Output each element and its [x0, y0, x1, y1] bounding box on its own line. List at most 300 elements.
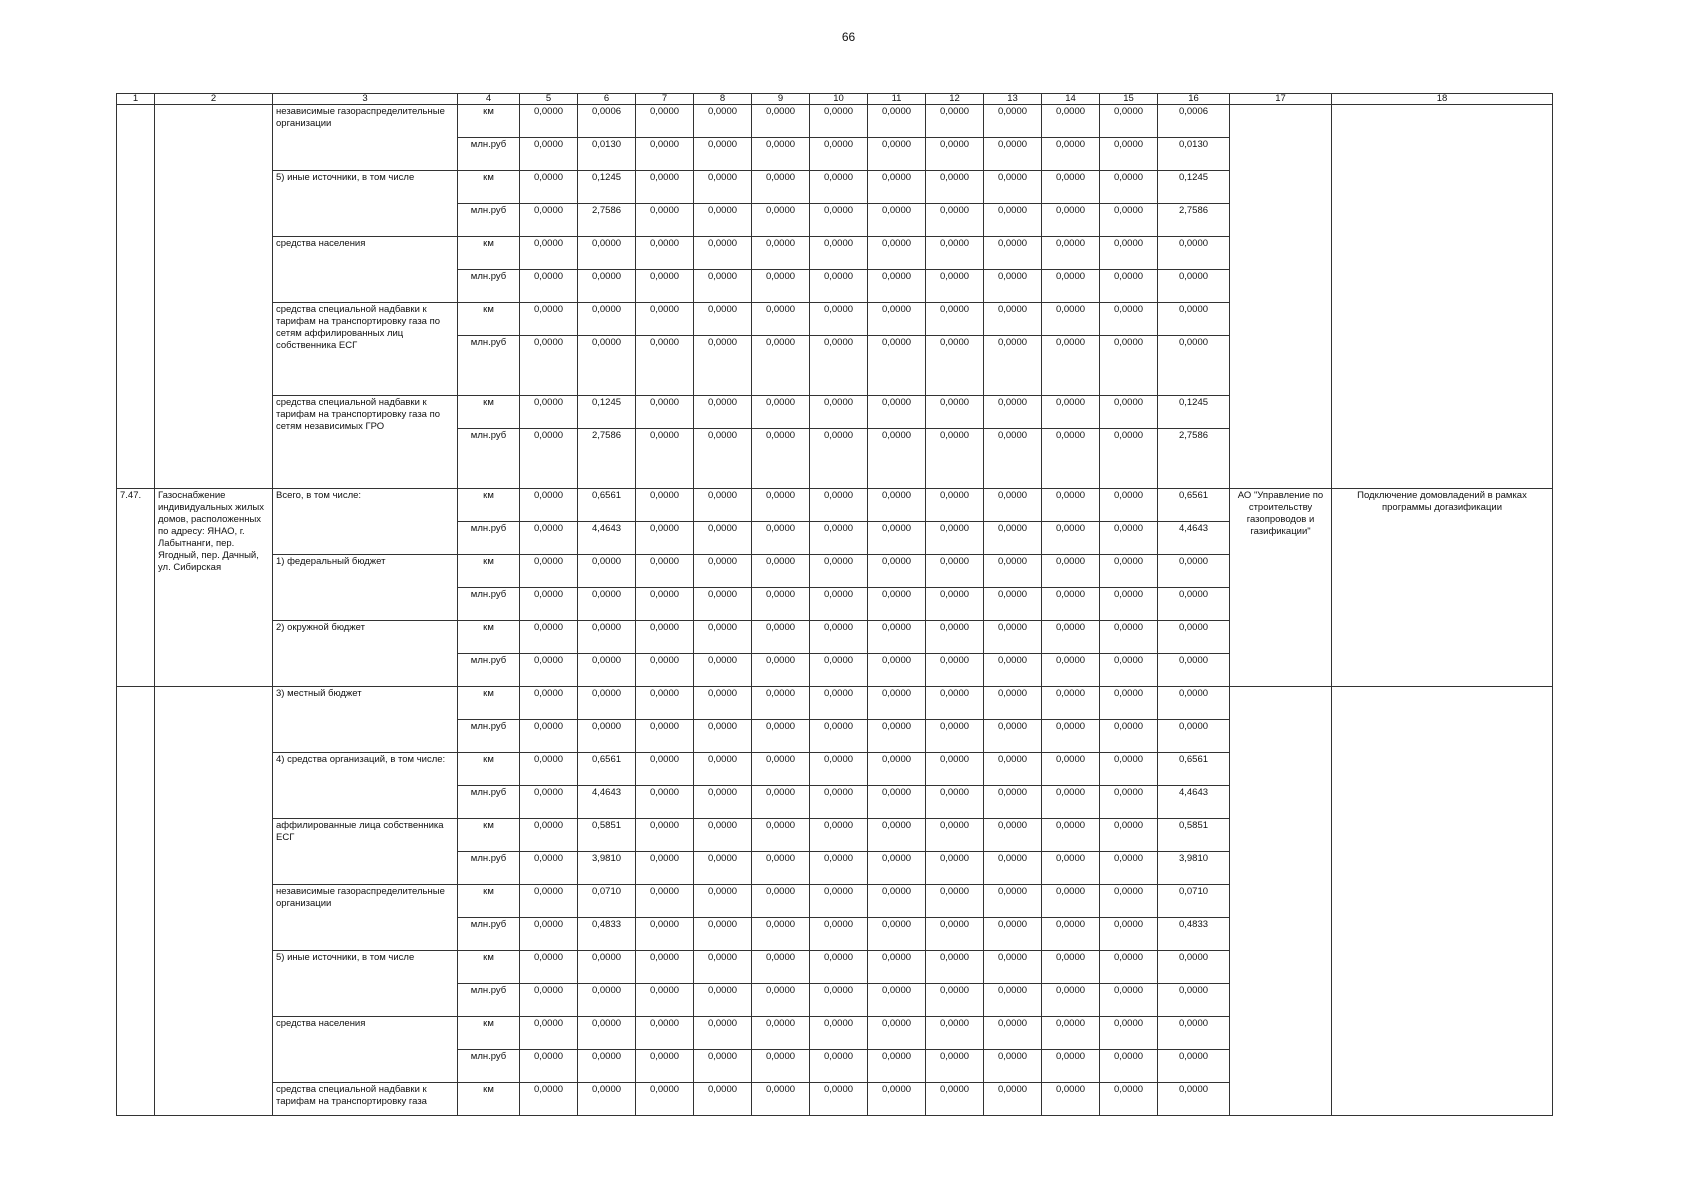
value-cell: 0,0000	[694, 753, 752, 786]
value-cell: 3,9810	[1158, 852, 1230, 885]
unit-cell: млн.руб	[458, 852, 520, 885]
unit-cell: млн.руб	[458, 1050, 520, 1083]
value-cell: 0,1245	[1158, 171, 1230, 204]
value-cell: 0,0000	[984, 1017, 1042, 1050]
value-cell: 0,0000	[810, 336, 868, 396]
value-cell: 0,0000	[636, 522, 694, 555]
description-cell: средства населения	[273, 237, 458, 303]
value-cell: 0,0000	[810, 396, 868, 429]
value-cell: 0,0000	[1042, 489, 1100, 522]
value-cell: 0,0000	[1100, 522, 1158, 555]
value-cell: 0,0000	[926, 396, 984, 429]
value-cell: 0,0000	[752, 753, 810, 786]
value-cell: 0,0000	[1100, 489, 1158, 522]
value-cell: 0,0000	[984, 885, 1042, 918]
value-cell: 0,0000	[868, 303, 926, 336]
value-cell: 0,0000	[810, 654, 868, 687]
value-cell: 0,0000	[984, 918, 1042, 951]
table-row	[117, 105, 1553, 138]
value-cell: 0,0000	[926, 522, 984, 555]
value-cell: 0,0000	[868, 687, 926, 720]
value-cell: 0,0000	[868, 270, 926, 303]
unit-cell: км	[458, 105, 520, 138]
value-cell: 0,0710	[578, 885, 636, 918]
value-cell: 0,0000	[810, 753, 868, 786]
unit-cell: км	[458, 885, 520, 918]
value-cell: 0,0000	[520, 984, 578, 1017]
description-cell: независимые газораспределительные организации	[273, 885, 458, 951]
value-cell: 0,0000	[752, 720, 810, 753]
value-cell: 0,0000	[868, 984, 926, 1017]
value-cell: 0,0000	[810, 522, 868, 555]
value-cell: 0,0000	[752, 819, 810, 852]
value-cell: 0,0000	[520, 1017, 578, 1050]
description-cell: 5) иные источники, в том числе	[273, 951, 458, 1017]
unit-cell: км	[458, 237, 520, 270]
value-cell: 0,0000	[636, 429, 694, 489]
value-cell: 0,0000	[868, 918, 926, 951]
empty-cell-col1	[117, 105, 155, 489]
value-cell: 0,0000	[578, 984, 636, 1017]
value-cell: 0,0000	[1100, 819, 1158, 852]
value-cell: 0,0000	[1042, 951, 1100, 984]
value-cell: 0,0000	[636, 237, 694, 270]
value-cell: 0,4833	[1158, 918, 1230, 951]
value-cell: 0,0000	[694, 885, 752, 918]
executor-cell: АО "Управление по строительству газопроводов и газификации"	[1230, 489, 1332, 687]
value-cell: 0,0000	[868, 753, 926, 786]
value-cell: 0,0000	[868, 396, 926, 429]
value-cell: 0,0000	[810, 984, 868, 1017]
value-cell: 0,0000	[1042, 753, 1100, 786]
value-cell: 0,0000	[1100, 885, 1158, 918]
value-cell: 0,0000	[636, 852, 694, 885]
value-cell: 0,0000	[752, 786, 810, 819]
value-cell: 0,0000	[636, 819, 694, 852]
value-cell: 0,0000	[1158, 303, 1230, 336]
value-cell: 0,0006	[1158, 105, 1230, 138]
value-cell: 0,0000	[578, 588, 636, 621]
value-cell: 0,0000	[578, 621, 636, 654]
value-cell: 0,0000	[984, 522, 1042, 555]
value-cell: 0,0000	[1100, 138, 1158, 171]
value-cell: 0,0000	[984, 171, 1042, 204]
value-cell: 0,0000	[636, 687, 694, 720]
value-cell: 0,0000	[752, 1017, 810, 1050]
value-cell: 0,0000	[1042, 237, 1100, 270]
value-cell: 4,4643	[1158, 522, 1230, 555]
value-cell: 0,6561	[1158, 489, 1230, 522]
header-cell: 17	[1230, 94, 1332, 105]
value-cell: 0,0000	[1158, 654, 1230, 687]
unit-cell: км	[458, 489, 520, 522]
value-cell: 0,0000	[1042, 984, 1100, 1017]
value-cell: 0,0000	[1158, 621, 1230, 654]
empty-cell-col1	[117, 687, 155, 1116]
empty-cell-col18	[1332, 105, 1553, 489]
unit-cell: млн.руб	[458, 138, 520, 171]
description-cell: средства специальной надбавки к тарифам на транспортировку газа по сетям аффилированных лиц собственника ЕСГ	[273, 303, 458, 396]
value-cell: 0,0000	[520, 786, 578, 819]
value-cell: 0,0000	[1100, 270, 1158, 303]
value-cell: 0,0000	[926, 951, 984, 984]
value-cell: 0,1245	[578, 171, 636, 204]
unit-cell: млн.руб	[458, 522, 520, 555]
value-cell: 0,0000	[984, 396, 1042, 429]
unit-cell: км	[458, 621, 520, 654]
empty-cell-col18	[1332, 687, 1553, 1116]
value-cell: 0,0000	[636, 984, 694, 1017]
unit-cell: млн.руб	[458, 429, 520, 489]
value-cell: 0,0000	[578, 687, 636, 720]
value-cell: 0,0000	[1158, 720, 1230, 753]
value-cell: 0,0000	[926, 138, 984, 171]
value-cell: 0,0000	[752, 918, 810, 951]
description-cell: 5) иные источники, в том числе	[273, 171, 458, 237]
value-cell: 0,0000	[694, 522, 752, 555]
value-cell: 0,0000	[926, 984, 984, 1017]
value-cell: 0,0000	[1100, 171, 1158, 204]
value-cell: 0,0000	[1100, 951, 1158, 984]
value-cell: 0,0000	[636, 786, 694, 819]
value-cell: 0,0000	[984, 720, 1042, 753]
table-row	[117, 489, 1553, 522]
value-cell: 0,0000	[694, 786, 752, 819]
value-cell: 0,6561	[1158, 753, 1230, 786]
header-cell: 10	[810, 94, 868, 105]
value-cell: 0,0000	[868, 138, 926, 171]
value-cell: 0,0000	[520, 138, 578, 171]
value-cell: 0,0000	[1100, 204, 1158, 237]
value-cell: 0,0000	[984, 138, 1042, 171]
value-cell: 0,0000	[1158, 1083, 1230, 1116]
value-cell: 0,0000	[1042, 105, 1100, 138]
description-cell: 3) местный бюджет	[273, 687, 458, 753]
value-cell: 0,0000	[984, 687, 1042, 720]
value-cell: 0,0000	[810, 303, 868, 336]
header-cell: 13	[984, 94, 1042, 105]
value-cell: 0,0000	[520, 852, 578, 885]
header-cell: 9	[752, 94, 810, 105]
value-cell: 0,0000	[1158, 951, 1230, 984]
value-cell: 0,0000	[868, 522, 926, 555]
value-cell: 2,7586	[578, 204, 636, 237]
value-cell: 0,0000	[752, 885, 810, 918]
value-cell: 0,0000	[520, 303, 578, 336]
value-cell: 0,0000	[636, 621, 694, 654]
value-cell: 0,0000	[694, 819, 752, 852]
value-cell: 0,0000	[984, 1083, 1042, 1116]
value-cell: 2,7586	[1158, 204, 1230, 237]
value-cell: 0,0000	[1158, 687, 1230, 720]
value-cell: 0,0000	[1042, 1017, 1100, 1050]
value-cell: 0,0000	[520, 819, 578, 852]
value-cell: 0,0000	[1100, 336, 1158, 396]
value-cell: 0,0000	[984, 588, 1042, 621]
value-cell: 0,0000	[1158, 555, 1230, 588]
description-cell: средства специальной надбавки к тарифам на транспортировку газа по сетям независимых ГРО	[273, 396, 458, 489]
value-cell: 0,0000	[694, 720, 752, 753]
header-cell: 15	[1100, 94, 1158, 105]
unit-cell: млн.руб	[458, 270, 520, 303]
value-cell: 0,0000	[926, 621, 984, 654]
value-cell: 0,0000	[926, 786, 984, 819]
value-cell: 0,0000	[984, 753, 1042, 786]
value-cell: 0,0000	[1100, 303, 1158, 336]
value-cell: 0,0000	[520, 1050, 578, 1083]
value-cell: 0,0000	[520, 396, 578, 429]
header-cell: 18	[1332, 94, 1553, 105]
header-cell: 7	[636, 94, 694, 105]
value-cell: 0,0000	[984, 951, 1042, 984]
value-cell: 0,0000	[868, 204, 926, 237]
value-cell: 0,0000	[520, 429, 578, 489]
value-cell: 0,0000	[578, 654, 636, 687]
unit-cell: млн.руб	[458, 654, 520, 687]
value-cell: 0,1245	[578, 396, 636, 429]
description-cell: 2) окружной бюджет	[273, 621, 458, 687]
value-cell: 0,0000	[752, 555, 810, 588]
value-cell: 0,0000	[636, 336, 694, 396]
value-cell: 0,0000	[694, 588, 752, 621]
value-cell: 0,0000	[984, 237, 1042, 270]
value-cell: 0,0000	[1100, 786, 1158, 819]
value-cell: 0,0000	[926, 429, 984, 489]
value-cell: 0,0000	[694, 1083, 752, 1116]
value-cell: 0,0000	[926, 753, 984, 786]
value-cell: 0,0000	[694, 951, 752, 984]
value-cell: 0,0000	[868, 885, 926, 918]
table-row	[117, 687, 1553, 720]
value-cell: 0,0000	[694, 852, 752, 885]
header-cell: 12	[926, 94, 984, 105]
value-cell: 0,0000	[1100, 429, 1158, 489]
value-cell: 0,0000	[868, 786, 926, 819]
value-cell: 0,0000	[694, 138, 752, 171]
value-cell: 0,0000	[868, 336, 926, 396]
value-cell: 0,0000	[868, 1017, 926, 1050]
empty-cell-col2	[155, 687, 273, 1116]
value-cell: 0,0000	[868, 1050, 926, 1083]
value-cell: 0,0000	[926, 336, 984, 396]
value-cell: 0,0000	[926, 885, 984, 918]
value-cell: 0,0000	[1042, 270, 1100, 303]
value-cell: 0,0000	[1158, 984, 1230, 1017]
value-cell: 0,0000	[752, 396, 810, 429]
value-cell: 0,0000	[984, 105, 1042, 138]
unit-cell: млн.руб	[458, 588, 520, 621]
value-cell: 0,0000	[694, 171, 752, 204]
value-cell: 0,0000	[1042, 336, 1100, 396]
empty-cell-col17	[1230, 105, 1332, 489]
value-cell: 0,0000	[752, 270, 810, 303]
value-cell: 0,0000	[694, 489, 752, 522]
value-cell: 0,6561	[578, 753, 636, 786]
value-cell: 0,0000	[1158, 270, 1230, 303]
unit-cell: км	[458, 555, 520, 588]
value-cell: 0,0000	[752, 852, 810, 885]
item-number-cell: 7.47.	[117, 489, 155, 687]
value-cell: 0,0000	[1042, 1083, 1100, 1116]
value-cell: 0,0000	[1042, 885, 1100, 918]
unit-cell: км	[458, 951, 520, 984]
value-cell: 0,0000	[926, 687, 984, 720]
value-cell: 0,4833	[578, 918, 636, 951]
value-cell: 0,0000	[1100, 396, 1158, 429]
empty-cell-col2	[155, 105, 273, 489]
value-cell: 0,0000	[520, 1083, 578, 1116]
value-cell: 0,0000	[520, 918, 578, 951]
unit-cell: км	[458, 171, 520, 204]
value-cell: 0,0000	[694, 429, 752, 489]
value-cell: 0,0000	[810, 819, 868, 852]
value-cell: 0,0000	[1100, 1083, 1158, 1116]
value-cell: 0,0000	[868, 489, 926, 522]
value-cell: 0,0000	[752, 237, 810, 270]
value-cell: 0,0000	[1042, 555, 1100, 588]
value-cell: 0,0000	[1100, 621, 1158, 654]
value-cell: 0,0000	[868, 654, 926, 687]
value-cell: 0,0000	[636, 396, 694, 429]
value-cell: 0,0000	[752, 429, 810, 489]
value-cell: 0,0000	[520, 885, 578, 918]
value-cell: 0,0000	[926, 852, 984, 885]
value-cell: 0,0000	[520, 204, 578, 237]
value-cell: 0,0000	[752, 204, 810, 237]
value-cell: 0,0000	[694, 654, 752, 687]
value-cell: 0,0000	[1042, 522, 1100, 555]
value-cell: 0,0000	[694, 396, 752, 429]
value-cell: 0,0000	[520, 522, 578, 555]
value-cell: 0,0000	[752, 1083, 810, 1116]
value-cell: 0,0000	[810, 885, 868, 918]
result-cell: Подключение домовладений в рамках программы догазификации	[1332, 489, 1553, 687]
value-cell: 0,0000	[1100, 984, 1158, 1017]
header-cell: 11	[868, 94, 926, 105]
value-cell: 0,0000	[752, 303, 810, 336]
value-cell: 0,0000	[810, 429, 868, 489]
value-cell: 0,0000	[926, 588, 984, 621]
header-cell: 5	[520, 94, 578, 105]
header-cell: 8	[694, 94, 752, 105]
value-cell: 0,0000	[694, 621, 752, 654]
value-cell: 0,0000	[1042, 654, 1100, 687]
value-cell: 0,0000	[810, 204, 868, 237]
description-cell: средства населения	[273, 1017, 458, 1083]
value-cell: 0,0000	[1042, 1050, 1100, 1083]
value-cell: 0,0000	[1042, 138, 1100, 171]
value-cell: 0,0000	[984, 204, 1042, 237]
value-cell: 0,0000	[752, 654, 810, 687]
value-cell: 0,5851	[578, 819, 636, 852]
value-cell: 0,0000	[578, 555, 636, 588]
value-cell: 4,4643	[578, 522, 636, 555]
unit-cell: км	[458, 1083, 520, 1116]
value-cell: 0,0000	[578, 1017, 636, 1050]
value-cell: 0,0000	[520, 171, 578, 204]
value-cell: 0,0000	[984, 336, 1042, 396]
value-cell: 0,0000	[926, 270, 984, 303]
unit-cell: млн.руб	[458, 918, 520, 951]
value-cell: 0,0000	[926, 303, 984, 336]
value-cell: 0,0000	[810, 786, 868, 819]
value-cell: 0,0000	[1158, 588, 1230, 621]
value-cell: 0,0000	[1042, 621, 1100, 654]
description-cell: Всего, в том числе:	[273, 489, 458, 555]
value-cell: 0,0000	[578, 720, 636, 753]
item-name-cell: Газоснабжение индивидуальных жилых домов, расположенных по адресу: ЯНАО, г. Лабытнанги, пер. Ягодный, пер. Дачный, ул. Сибирская	[155, 489, 273, 687]
value-cell: 0,0000	[520, 105, 578, 138]
value-cell: 0,0000	[1158, 1017, 1230, 1050]
value-cell: 0,0000	[636, 918, 694, 951]
unit-cell: млн.руб	[458, 336, 520, 396]
unit-cell: км	[458, 687, 520, 720]
value-cell: 0,0000	[984, 852, 1042, 885]
value-cell: 0,0000	[926, 204, 984, 237]
value-cell: 0,0000	[984, 621, 1042, 654]
value-cell: 0,0000	[636, 720, 694, 753]
value-cell: 0,0000	[1042, 819, 1100, 852]
value-cell: 0,0000	[578, 1083, 636, 1116]
value-cell: 0,0000	[694, 105, 752, 138]
description-cell: независимые газораспределительные организации	[273, 105, 458, 171]
value-cell: 0,0000	[810, 687, 868, 720]
value-cell: 0,1245	[1158, 396, 1230, 429]
value-cell: 0,0000	[926, 171, 984, 204]
value-cell: 0,0000	[636, 138, 694, 171]
value-cell: 0,0000	[868, 429, 926, 489]
value-cell: 0,0000	[752, 171, 810, 204]
value-cell: 0,0000	[926, 237, 984, 270]
value-cell: 0,0000	[1042, 303, 1100, 336]
value-cell: 0,0000	[520, 555, 578, 588]
value-cell: 0,0000	[636, 489, 694, 522]
value-cell: 0,0130	[1158, 138, 1230, 171]
value-cell: 0,0000	[636, 105, 694, 138]
value-cell: 0,0000	[810, 621, 868, 654]
value-cell: 0,0000	[1100, 753, 1158, 786]
value-cell: 0,0000	[868, 852, 926, 885]
value-cell: 0,0000	[520, 270, 578, 303]
value-cell: 0,0000	[752, 105, 810, 138]
value-cell: 0,0000	[1158, 336, 1230, 396]
value-cell: 0,0000	[1158, 237, 1230, 270]
value-cell: 0,0000	[694, 336, 752, 396]
value-cell: 0,0000	[926, 555, 984, 588]
value-cell: 0,0000	[1158, 1050, 1230, 1083]
value-cell: 0,0000	[520, 489, 578, 522]
value-cell: 0,0000	[694, 555, 752, 588]
value-cell: 0,0000	[752, 522, 810, 555]
header-cell: 1	[117, 94, 155, 105]
unit-cell: млн.руб	[458, 204, 520, 237]
value-cell: 0,0000	[810, 1017, 868, 1050]
value-cell: 0,0000	[1042, 204, 1100, 237]
value-cell: 0,0000	[694, 270, 752, 303]
value-cell: 0,0000	[810, 489, 868, 522]
value-cell: 0,0000	[636, 1083, 694, 1116]
value-cell: 0,0000	[752, 489, 810, 522]
unit-cell: млн.руб	[458, 984, 520, 1017]
page-number: 66	[841, 30, 856, 44]
value-cell: 0,0000	[868, 720, 926, 753]
header-row	[117, 94, 1553, 105]
value-cell: 0,0000	[636, 1017, 694, 1050]
value-cell: 0,0000	[984, 1050, 1042, 1083]
value-cell: 0,0000	[810, 951, 868, 984]
value-cell: 0,0000	[868, 171, 926, 204]
value-cell: 0,0000	[636, 951, 694, 984]
